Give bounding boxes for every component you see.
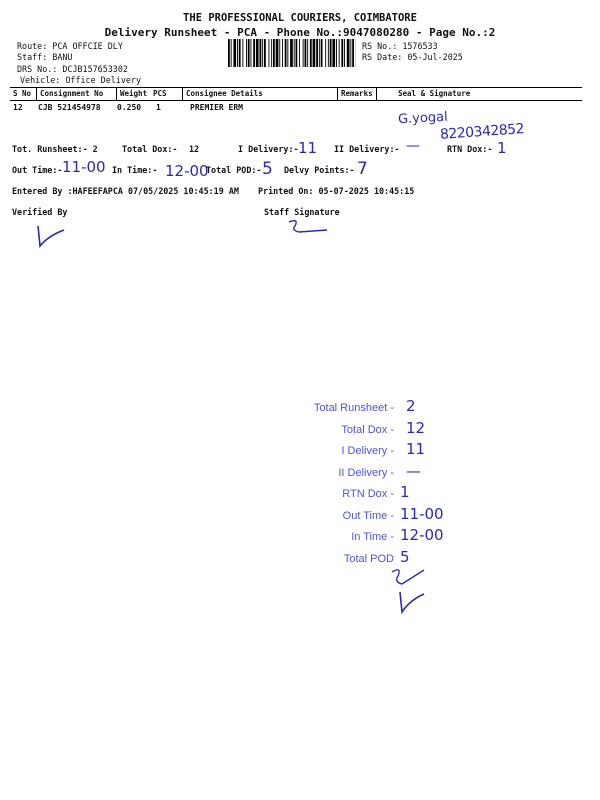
- cell-pcs: 1: [156, 103, 161, 112]
- cell-consignee: PREMIER ERM: [190, 103, 243, 112]
- stamp-value: 11: [406, 440, 426, 458]
- barcode-bar: [319, 39, 320, 67]
- barcode-bar: [352, 39, 354, 67]
- barcode-bar: [256, 39, 259, 67]
- staff-signature-mark: [283, 216, 333, 240]
- barcode-bar: [294, 39, 295, 67]
- rtn-dox-value: 1: [497, 139, 507, 157]
- barcode-bar: [313, 39, 316, 67]
- barcode-bar: [299, 39, 300, 67]
- header-remarks: Remarks: [341, 89, 373, 98]
- header-pcs: PCS: [153, 89, 167, 98]
- barcode-bar: [328, 39, 329, 67]
- entered-by: Entered By :HAFEEFAPCA 07/05/2025 10:45:19 AM: [12, 186, 239, 196]
- rtn-dox-label: RTN Dox:-: [447, 144, 493, 154]
- barcode-bar: [260, 39, 262, 67]
- barcode-bar: [336, 39, 337, 67]
- stamp-value: 11-00: [400, 504, 444, 523]
- barcode-bar: [228, 39, 230, 67]
- barcode-bar: [269, 39, 270, 67]
- barcode-bar: [344, 39, 345, 67]
- barcode-bar: [273, 39, 275, 67]
- barcode-bar: [341, 39, 343, 67]
- header-consignee: Consignee Details: [186, 89, 263, 98]
- total-dox-value: 12: [189, 144, 200, 154]
- stamp-label: Total Dox -: [341, 423, 394, 436]
- cell-consignment: CJB 521454978: [38, 103, 101, 112]
- stamp-label: RTN Dox -: [342, 488, 394, 500]
- barcode-bar: [253, 39, 255, 67]
- printed-on: Printed On: 05-07-2025 10:45:15: [258, 186, 415, 196]
- barcode-bar: [231, 39, 232, 67]
- barcode-bar: [233, 39, 236, 67]
- barcode-bar: [248, 39, 250, 67]
- barcode-bar: [296, 39, 298, 67]
- barcode-bar: [325, 39, 326, 67]
- staff-signature-label: Staff Signature: [264, 207, 340, 217]
- receiver-phone: 8220342852: [439, 121, 525, 143]
- stamp-label: I Delivery -: [341, 445, 394, 457]
- barcode-bar: [350, 39, 351, 67]
- barcode-bar: [347, 39, 350, 67]
- in-time-value: 12-00: [165, 162, 209, 180]
- stamp-value: 12: [406, 418, 426, 437]
- total-dox-label: Total Dox:-: [122, 144, 178, 154]
- cell-sno: 12: [13, 103, 23, 112]
- out-time-value: 11-00: [62, 158, 106, 176]
- route: Route: PCA OFFCIE DLY: [17, 41, 123, 51]
- total-pod-value: 5: [262, 159, 273, 179]
- stamp-verify-mark: [392, 588, 432, 618]
- barcode-bar: [330, 39, 332, 67]
- ii-delivery-value: —: [406, 138, 420, 154]
- barcode-bar: [339, 39, 340, 67]
- barcode-bar: [332, 39, 335, 67]
- stamp-value: 5: [400, 547, 410, 566]
- stamp-label: Out Time -: [342, 509, 394, 522]
- stamp-label: Total POD: [343, 552, 394, 565]
- verified-signature-mark: [30, 222, 70, 252]
- verified-by-label: Verified By: [12, 207, 68, 217]
- out-time-label: Out Time:-: [12, 165, 63, 175]
- drs-number: DRS No.: DCJB157653302: [17, 64, 128, 74]
- barcode-bar: [305, 39, 307, 67]
- header-seal-signature: Seal & Signature: [398, 89, 471, 98]
- barcode-bar: [290, 39, 293, 67]
- barcode-bar: [279, 39, 280, 67]
- barcode-bar: [239, 39, 241, 67]
- barcode: [228, 39, 356, 67]
- barcode-bar: [310, 39, 312, 67]
- stamp-label: Total Runsheet -: [313, 402, 394, 414]
- cell-weight: 0.250: [117, 103, 142, 112]
- barcode-bar: [242, 39, 243, 67]
- in-time-label: In Time:-: [112, 165, 158, 175]
- stamp-value: —: [406, 461, 421, 480]
- barcode-bar: [307, 39, 308, 67]
- company-title: THE PROFESSIONAL COURIERS, COIMBATORE: [183, 12, 417, 24]
- barcode-bar: [237, 39, 238, 67]
- barcode-bar: [276, 39, 279, 67]
- barcode-bar: [246, 39, 247, 67]
- rs-number: RS No.: 1576533: [362, 41, 438, 51]
- barcode-bar: [287, 39, 288, 67]
- stamp-label: In Time -: [351, 531, 394, 543]
- runsheet-title: Delivery Runsheet - PCA - Phone No.:9047080280 - Page No.:2: [104, 26, 496, 39]
- delvy-points-value: 7: [357, 159, 368, 179]
- barcode-bar: [251, 39, 252, 67]
- stamp-value: 1: [400, 483, 410, 501]
- receiver-signature: G.yogal: [397, 109, 449, 128]
- total-pod-label: Total POD:-: [206, 165, 262, 175]
- barcode-bar: [321, 39, 323, 67]
- staff: Staff: BANU: [17, 52, 73, 62]
- stamp-label: II Delivery -: [338, 466, 394, 479]
- barcode-bar: [303, 39, 304, 67]
- tot-runsheet: Tot. Runsheet:- 2: [12, 144, 98, 154]
- header-weight: Weight: [120, 89, 148, 98]
- table-header: [10, 88, 582, 101]
- barcode-bar: [285, 39, 287, 67]
- barcode-bar: [316, 39, 318, 67]
- i-delivery-value: 11: [298, 139, 318, 157]
- barcode-bar: [282, 39, 283, 67]
- barcode-bar: [262, 39, 263, 67]
- header-consignment: Consignment No: [40, 89, 104, 98]
- rs-date: RS Date: 05-Jul-2025: [362, 52, 463, 62]
- stamp-value: 12-00: [400, 526, 444, 544]
- i-delivery-label: I Delivery:-: [238, 144, 299, 154]
- barcode-bar: [271, 39, 272, 67]
- barcode-bar: [264, 39, 266, 67]
- ii-delivery-label: II Delivery:-: [334, 144, 400, 154]
- vehicle: Vehicle: Office Delivery: [20, 75, 142, 85]
- header-sno: S No: [13, 89, 32, 98]
- delvy-points-label: Delvy Points:-: [284, 165, 355, 175]
- stamp-value: 2: [406, 397, 416, 415]
